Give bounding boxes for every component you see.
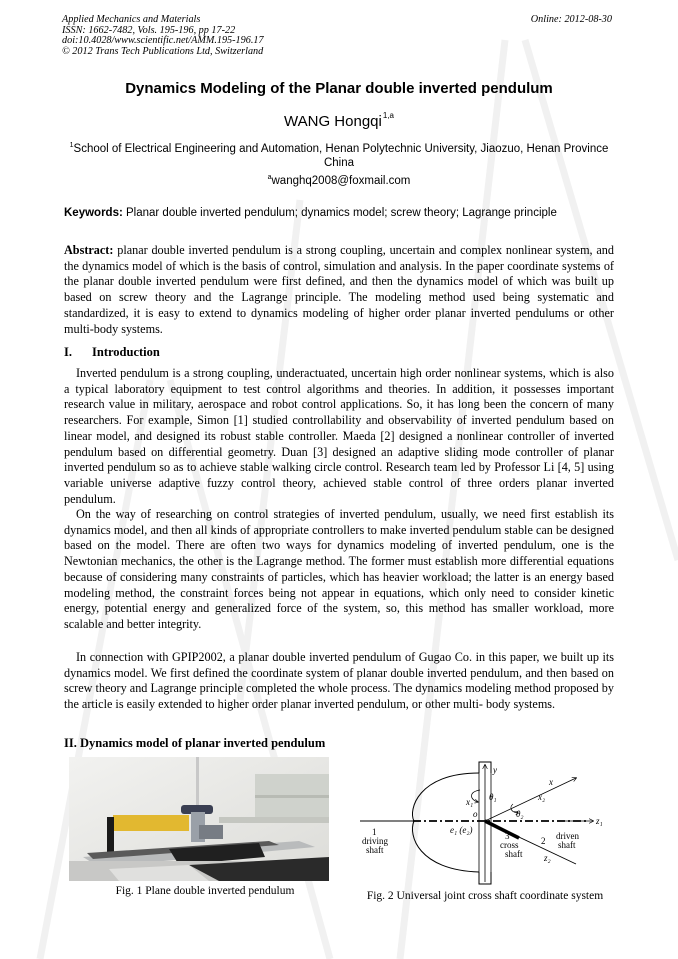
paper-title: Dynamics Modeling of the Planar double inverted pendulum	[125, 80, 553, 97]
doi-link[interactable]: doi:10.4028/www.scientific.net/AMM.195-196.17	[62, 35, 264, 47]
label-driven-2: shaft	[558, 840, 576, 850]
email-superscript: a	[267, 174, 272, 181]
keywords-label: Keywords:	[64, 207, 123, 219]
author-name: WANG Hongqi	[284, 113, 382, 130]
author-line	[0, 111, 678, 130]
label-theta1: θ₁	[489, 792, 497, 802]
figure-1-photo	[69, 757, 329, 881]
label-driven-1: driven	[556, 831, 579, 841]
issn-line: ISSN: 1662-7482, Vols. 195-196, pp 17-22	[62, 24, 236, 36]
section-title: Introduction	[92, 345, 160, 359]
journal-meta	[62, 15, 264, 57]
abstract-label: Abstract:	[64, 243, 114, 257]
label-driven-num: 2	[541, 836, 546, 846]
label-x: x	[549, 777, 553, 787]
paragraph-text: In connection with GPIP2002, a planar double inverted pendulum of Gugao Co. in this paper, we built up its dynamics model. We first defined the coordinate system of planar double inverted pendulum, and then based on screw theory and Lagrange principle completed the whole process. The dynamics modeling method proposed by the article is easily extended to higher order planar inverted pendulum, or other multi- body systems.	[64, 650, 614, 712]
affiliation-text: School of Electrical Engineering and Automation, Henan Polytechnic University, Jiaozuo, Henan Province China	[73, 143, 609, 169]
label-cross-1: cross	[500, 840, 519, 850]
section-number: II.	[64, 736, 77, 750]
label-driving-num: 1	[372, 827, 377, 837]
label-x1: x₁	[466, 797, 474, 807]
figure-1-caption: Fig. 1 Plane double inverted pendulum	[115, 885, 295, 897]
section-heading-dynamics-model	[64, 736, 325, 751]
section-number: I.	[64, 345, 72, 359]
pendulum-photo-icon	[69, 757, 329, 881]
figure-2-caption: Fig. 2 Universal joint cross shaft coordinate system	[366, 890, 604, 902]
label-cross-2: shaft	[505, 849, 523, 859]
author-superscript: 1,a	[382, 111, 394, 120]
label-z1: z₁	[596, 816, 603, 826]
journal-name: Applied Mechanics and Materials	[62, 14, 201, 25]
email-address[interactable]: wanghq2008@foxmail.com	[271, 175, 411, 187]
label-e1e2: e₁ (e₂)	[450, 825, 473, 835]
email-line	[0, 174, 678, 187]
paragraph-text: On the way of researching on control strategies of inverted pendulum, usually, we need first establish its dynamics model, and then all kinds of appropriate controllers to make inverted pendulum stable can be designed based on the model. There are often two ways for dynamics modeling of inverted pendulum, one is the Newtonian mechanics, the other is the Lagrange method. The former must establish more differential equations because of considering many constraints of particles, which has heavier workload; the latter is an energy based modeling method, the constraint forces being not appear in equations, which only need to consider kinetic energy, potential energy and generalized force of the system, so, this method has smaller workload, more scalable and better integrity.	[64, 507, 614, 631]
keywords	[64, 207, 624, 219]
label-x2: x₂	[538, 792, 546, 802]
affiliation	[60, 139, 618, 170]
universal-joint-diagram-icon	[358, 760, 608, 887]
label-driving-1: driving	[362, 836, 388, 846]
abstract	[64, 243, 614, 337]
label-cross-num: 3	[505, 831, 510, 841]
paragraph-text: Inverted pendulum is a strong coupling, underactuated, uncertain high order nonlinear systems, which is also a typical laboratory equipment to test control algorithms and theories. In addition, it possesses important research value in military, aerospace and robot control applications. So, it has long been the concern of many researchers. For example, Simon [1] studied controllability and observability of inverted pendulum based on linear model, and designed its robust stable controller. Maeda [2] designed a nonlinear controller of inverted pendulum based on differential geometry. Duan [3] designed an adaptive sliding mode controller of planar inverted pendulum so as to achieve stable walking circle control. Research team led by Professor Li [4, 5] using variable universe adaptive fuzzy control theory, achieved stable control of three orders planar inverted pendulum.	[64, 366, 614, 506]
section-title: Dynamics model of planar inverted pendulum	[79, 736, 326, 750]
copyright-line: © 2012 Trans Tech Publications Ltd, Switzerland	[62, 45, 264, 57]
online-date: Online: 2012-08-30	[530, 14, 612, 25]
intro-paragraph-1	[64, 366, 614, 507]
keywords-text: Planar double inverted pendulum; dynamics model; screw theory; Lagrange principle	[126, 207, 557, 219]
figure-2-diagram	[358, 760, 608, 887]
affiliation-superscript: 1	[69, 142, 74, 149]
section-heading-introduction	[64, 345, 160, 360]
abstract-text: planar double inverted pendulum is a strong coupling, uncertain and complex nonlinear system, and the dynamics model of which is the basis of control, simulation and analysis. In the paper coordinate systems of the planar double inverted pendulum were first defined, and then the dynamics model of which was built up based on screw theory and the Lagrange principle. The modeling method used being systematic and standardized, it is easy to extend to dynamics modeling of higher order planar inverted pendulums or other multi-body systems.	[64, 243, 614, 336]
label-driving-2: shaft	[366, 845, 384, 855]
label-o: o	[473, 809, 478, 819]
label-y: y	[493, 765, 497, 775]
intro-paragraph-3	[64, 650, 614, 713]
intro-paragraph-2	[64, 507, 614, 633]
label-z2: z₂	[544, 853, 551, 863]
label-theta2: θ₂	[516, 809, 524, 819]
